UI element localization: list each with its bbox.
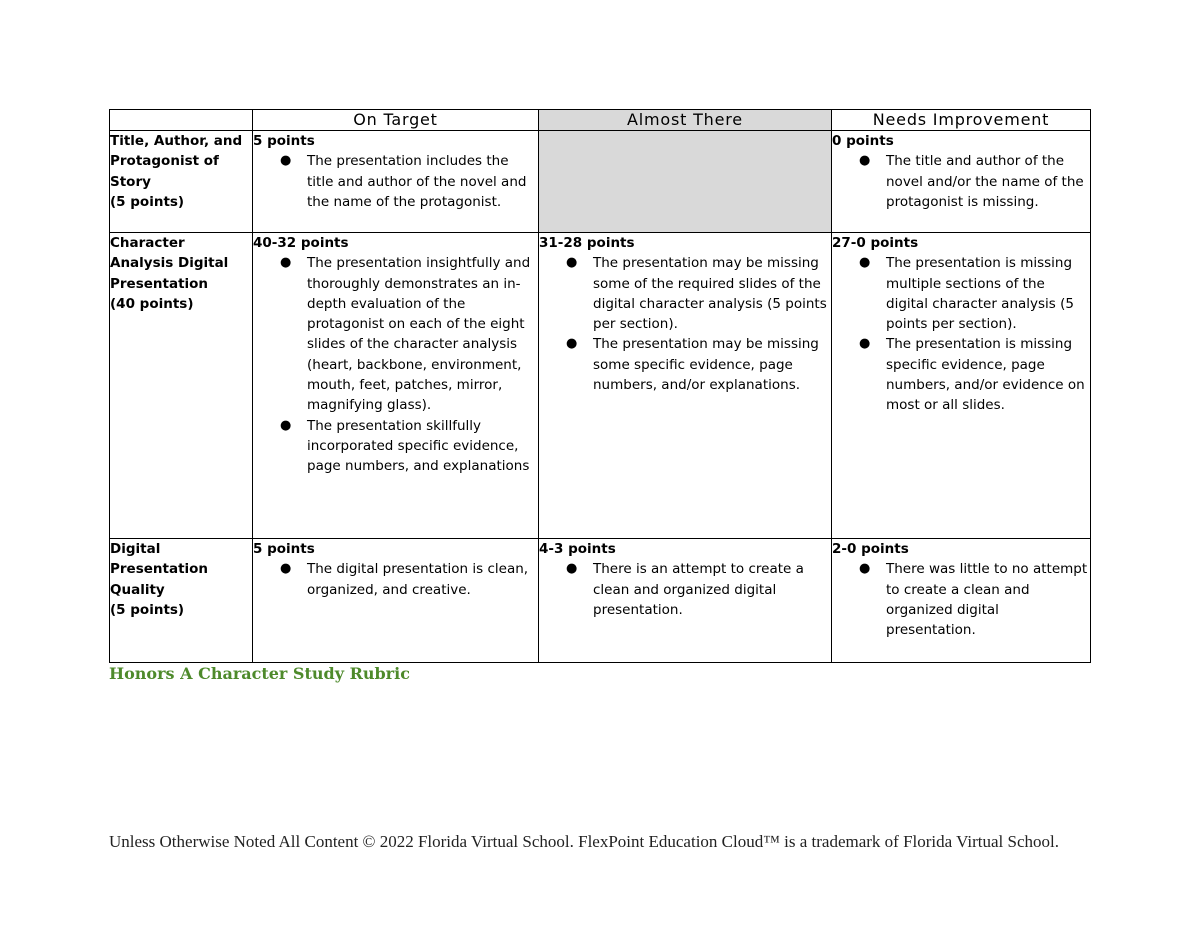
bullet-icon: ● <box>859 561 871 577</box>
criteria-item <box>566 253 831 334</box>
criteria-list <box>253 253 538 476</box>
bullet-icon: ● <box>859 336 871 352</box>
criteria-text: The digital presentation is clean, organized, and creative. <box>307 561 529 598</box>
copyright-footer: Unless Otherwise Noted All Content © 2022 Florida Virtual School. FlexPoint Education Cloud™ is a trademark of Florida Virtual School. <box>109 832 1059 851</box>
header-needs-improvement: Needs Improvement <box>832 110 1091 131</box>
bullet-icon: ● <box>280 153 292 169</box>
criteria-text: The presentation includes the title and author of the novel and the name of the protagonist. <box>307 153 527 210</box>
almost-there-cell <box>539 233 832 539</box>
row-label-line: Presentation <box>110 275 209 292</box>
criteria-item <box>280 151 538 212</box>
rubric-caption: Honors A Character Study Rubric <box>109 664 410 683</box>
points-label: 5 points <box>253 541 315 557</box>
points-label: 31-28 points <box>539 235 635 251</box>
header-empty <box>110 110 253 131</box>
criteria-list <box>539 253 831 395</box>
points-label: 0 points <box>832 133 894 149</box>
almost-there-cell-empty <box>539 131 832 233</box>
bullet-icon: ● <box>280 561 292 577</box>
criteria-item <box>859 253 1090 334</box>
row-label-line: Title, Author, and <box>110 133 243 149</box>
row-label-line: (40 points) <box>110 295 194 312</box>
on-target-cell <box>253 539 539 663</box>
points-label: 4-3 points <box>539 541 616 557</box>
points-label: 27-0 points <box>832 235 919 251</box>
row-label-line: (5 points) <box>110 193 185 210</box>
bullet-icon: ● <box>859 255 871 271</box>
row-label-line: Character <box>110 235 185 251</box>
needs-improvement-cell <box>832 233 1091 539</box>
criteria-text: The presentation insightfully and thoroughly demonstrates an in-depth evaluation of the protagonist on each of the eight slides of the character analysis (heart, backbone, environment, mouth, feet, patches, mirror, magnifying glass). <box>307 255 531 414</box>
header-row <box>110 110 1091 131</box>
needs-improvement-cell <box>832 539 1091 663</box>
criteria-item <box>280 253 538 415</box>
bullet-icon: ● <box>859 153 871 169</box>
row-label <box>110 131 253 233</box>
header-almost-there: Almost There <box>539 110 832 131</box>
criteria-list <box>253 559 538 600</box>
criteria-item <box>280 416 538 477</box>
criteria-item <box>859 559 1090 640</box>
bullet-icon: ● <box>566 561 578 577</box>
almost-there-cell <box>539 539 832 663</box>
table-row <box>110 233 1091 539</box>
bullet-icon: ● <box>280 417 292 433</box>
criteria-list <box>832 151 1090 212</box>
row-label-line: Quality <box>110 581 165 598</box>
bullet-icon: ● <box>566 336 578 352</box>
row-label-line: Digital <box>110 541 161 557</box>
criteria-item <box>859 151 1090 212</box>
rubric-table <box>109 109 1091 663</box>
criteria-text: The title and author of the novel and/or the name of the protagonist is missing. <box>886 153 1084 210</box>
criteria-list <box>539 559 831 620</box>
row-label-line: (5 points) <box>110 601 185 618</box>
criteria-item <box>280 559 538 600</box>
criteria-text: There was little to no attempt to create a clean and organized digital presentation. <box>886 561 1088 639</box>
criteria-item <box>566 559 831 620</box>
criteria-text: The presentation is missing specific evidence, page numbers, and/or evidence on most or all slides. <box>886 336 1085 414</box>
criteria-text: The presentation may be missing some of the required slides of the digital character analysis (5 points per section). <box>593 255 827 333</box>
table-row <box>110 131 1091 233</box>
row-label-line: Protagonist of <box>110 153 219 170</box>
criteria-list <box>832 559 1090 640</box>
criteria-text: The presentation may be missing some specific evidence, page numbers, and/or explanations. <box>593 336 819 394</box>
criteria-list <box>832 253 1090 415</box>
table-row <box>110 539 1091 663</box>
header-on-target: On Target <box>253 110 539 131</box>
bullet-icon: ● <box>280 255 292 271</box>
criteria-item <box>859 334 1090 415</box>
criteria-item <box>566 334 831 395</box>
bullet-icon: ● <box>566 255 578 271</box>
points-label: 40-32 points <box>253 235 349 251</box>
on-target-cell <box>253 131 539 233</box>
row-label-line: Analysis Digital <box>110 255 229 272</box>
row-label-line: Presentation <box>110 561 209 578</box>
criteria-list <box>253 151 538 212</box>
row-label <box>110 539 253 663</box>
criteria-text: There is an attempt to create a clean and organized digital presentation. <box>593 561 804 618</box>
on-target-cell <box>253 233 539 539</box>
row-label-line: Story <box>110 173 151 190</box>
points-label: 2-0 points <box>832 541 909 557</box>
criteria-text: The presentation skillfully incorporated specific evidence, page numbers, and explanations <box>307 417 530 475</box>
points-label: 5 points <box>253 133 315 149</box>
needs-improvement-cell <box>832 131 1091 233</box>
row-label <box>110 233 253 539</box>
criteria-text: The presentation is missing multiple sections of the digital character analysis (5 points per section). <box>886 255 1074 333</box>
